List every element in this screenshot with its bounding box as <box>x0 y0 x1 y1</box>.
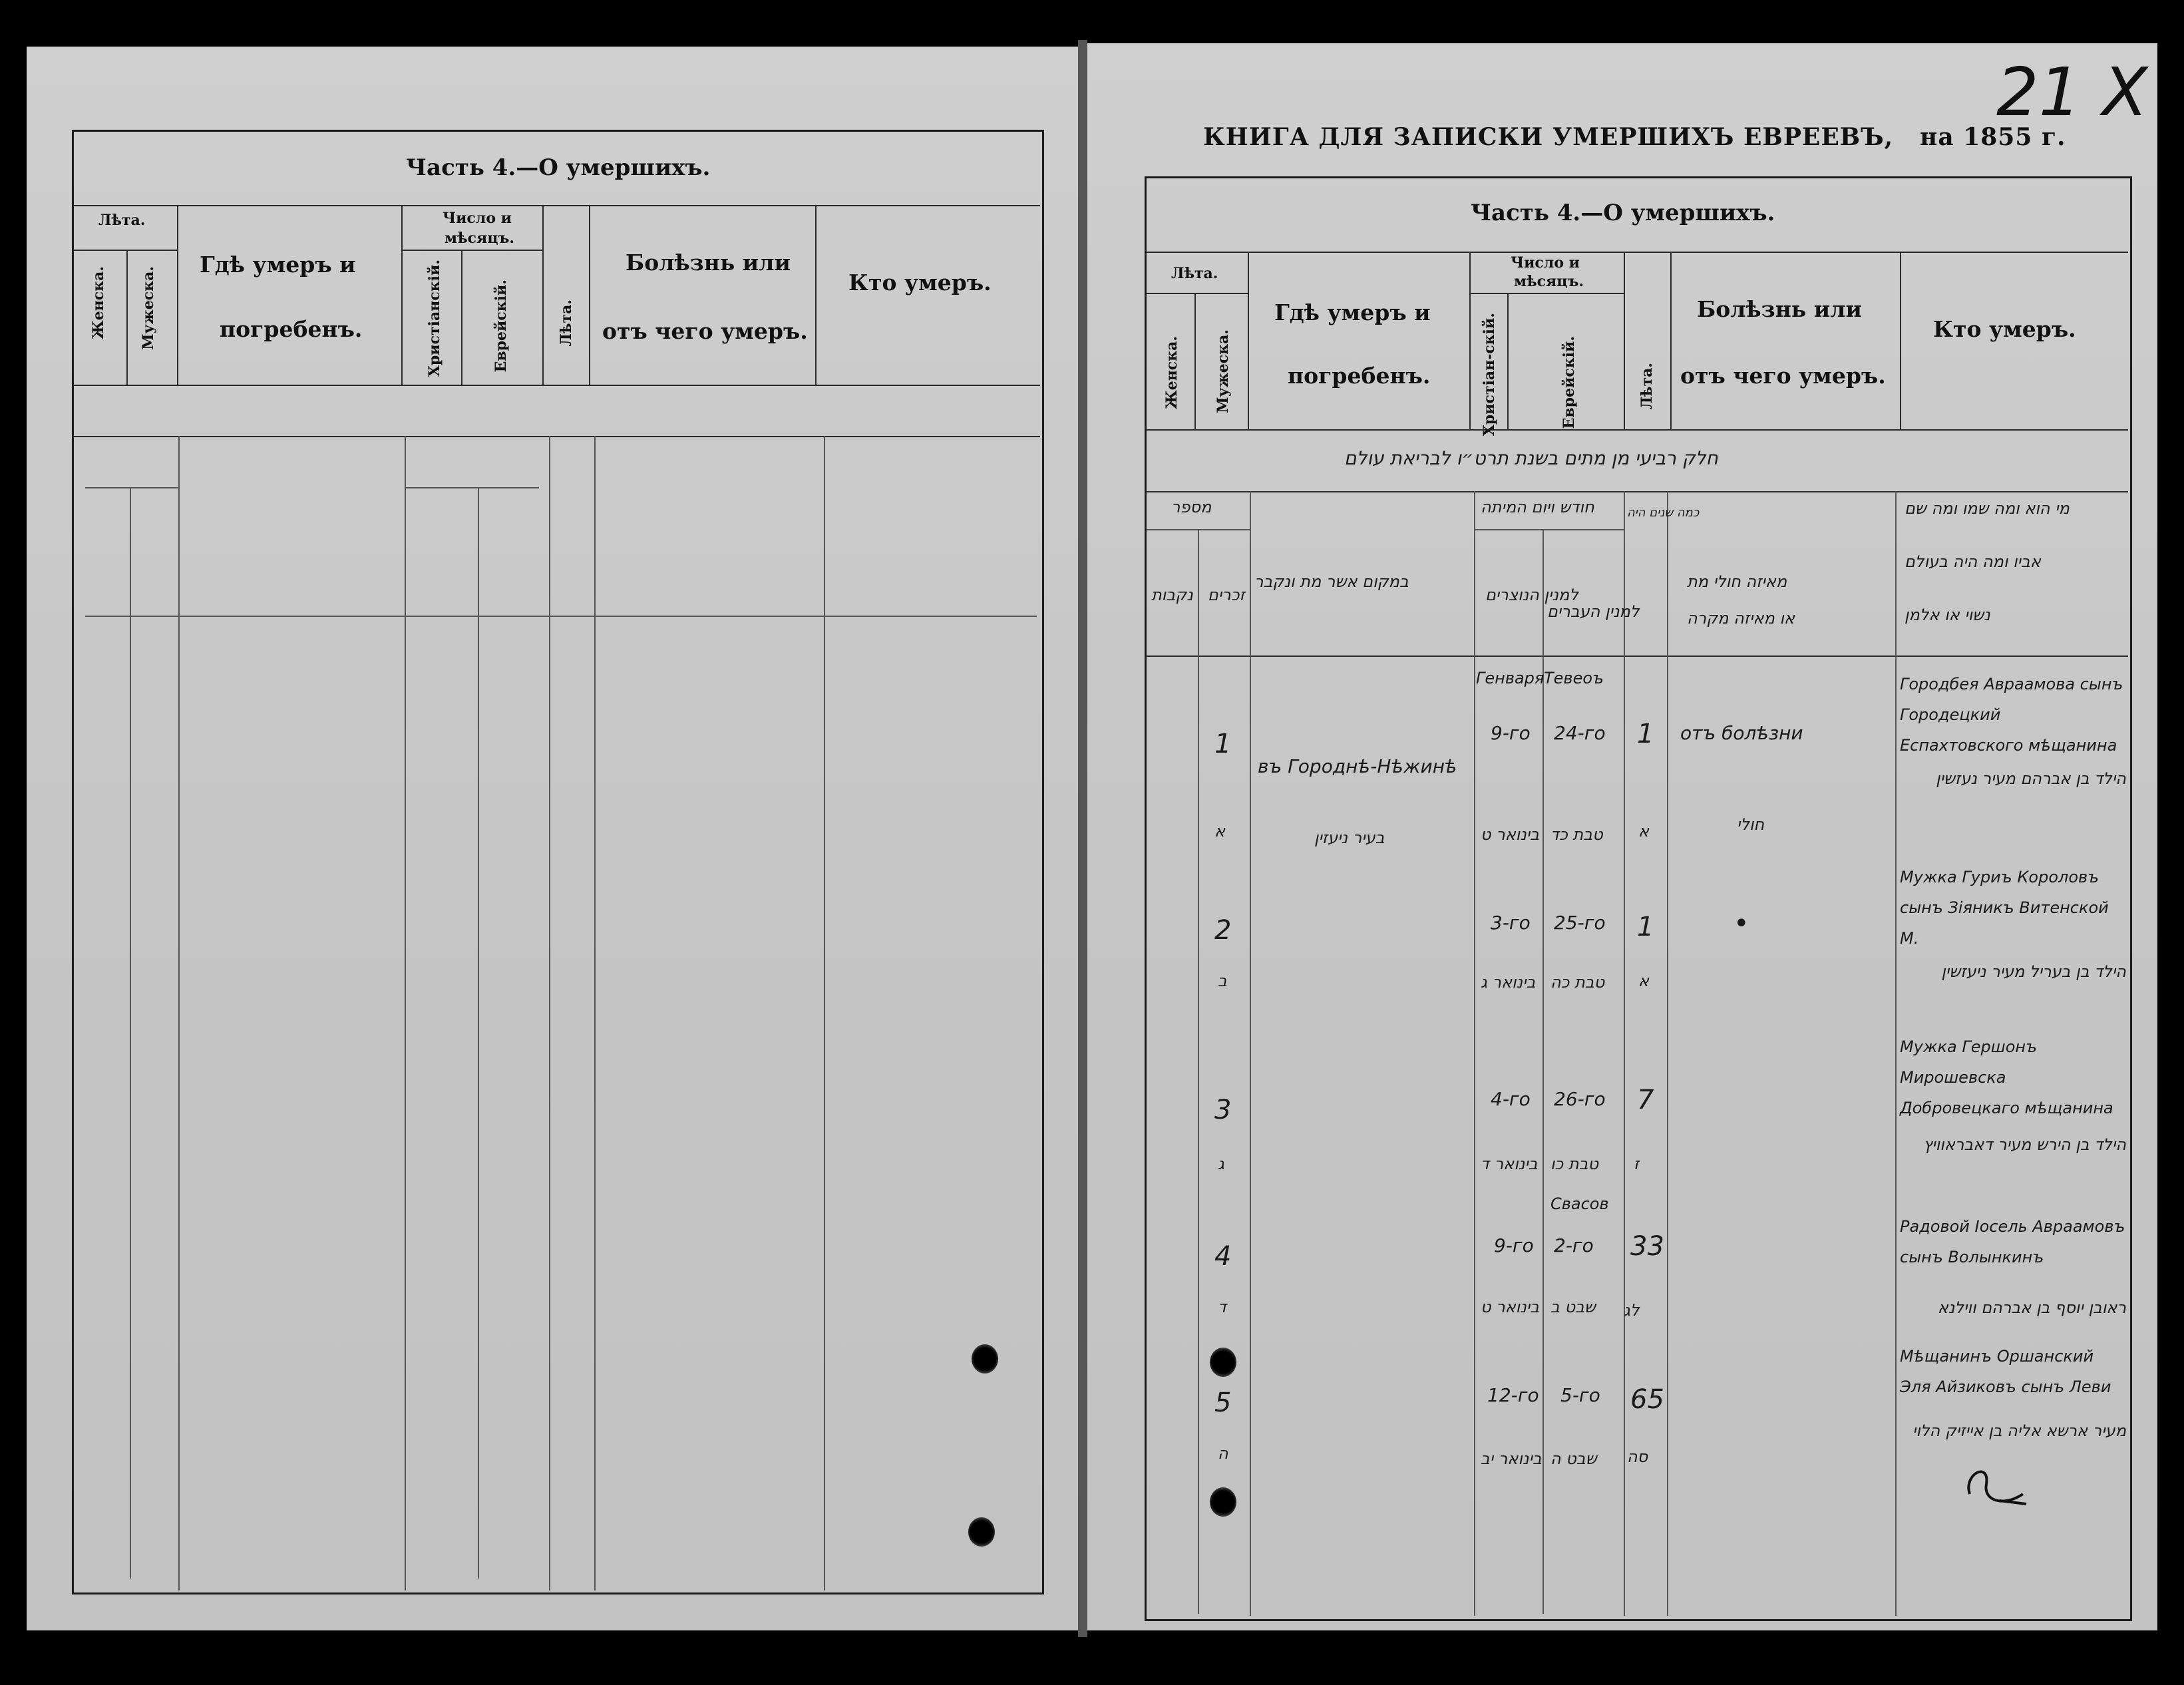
record-date-hebrew-jewish: שבט ה <box>1550 1449 1597 1468</box>
right-section-title: Часть 4.—О умершихъ. <box>1471 200 1775 226</box>
right-col-female: Женска. <box>1163 336 1181 410</box>
record-who: Мужка Гуриъ Короловъ сынъ Зіяникъ Витенской М. <box>1900 868 2109 948</box>
hebrew-male: זכרים <box>1208 586 1245 604</box>
record-age: 7 <box>1637 1085 1654 1115</box>
record-number-hebrew: ד <box>1218 1298 1227 1316</box>
hebrew-female: נקבות <box>1151 586 1193 604</box>
record-place-hebrew: בעיר ניעזין <box>1314 829 1385 847</box>
record-number: 3 <box>1214 1095 1232 1125</box>
record-age: 1 <box>1637 719 1654 749</box>
record-day-christian: 4-го <box>1491 1088 1531 1110</box>
right-col-place-line2: погребенъ. <box>1288 363 1431 389</box>
right-col-illness-line2: отъ чего умеръ. <box>1680 363 1886 389</box>
record-illness: отъ болѣзни <box>1680 722 1803 744</box>
right-col-age-group: Лѣта. <box>1171 265 1218 282</box>
left-section-title: Часть 4.—О умершихъ. <box>406 154 711 181</box>
record-month-jewish: Свасов <box>1550 1195 1609 1213</box>
record-date-hebrew-christian: בינואר ד <box>1481 1155 1538 1173</box>
left-col-illness-line2: отъ чего умеръ. <box>602 318 808 344</box>
record-date-hebrew-christian: בינואר ט <box>1481 1298 1540 1316</box>
record-day-jewish: 25-го <box>1554 912 1606 934</box>
record-number-hebrew: א <box>1214 822 1226 841</box>
right-col-christian: Христiан-скiй. <box>1481 313 1498 437</box>
record-day-jewish: 26-го <box>1554 1088 1606 1110</box>
record-illness: • <box>1733 908 1749 939</box>
record-age-hebrew: ז <box>1634 1155 1640 1173</box>
hebrew-jewish: למנין העברים <box>1547 602 1640 621</box>
record-date-hebrew-christian: בינואר יב <box>1481 1449 1542 1468</box>
record-day-christian: 9-го <box>1491 722 1531 744</box>
binding-hole <box>1210 1348 1236 1377</box>
hebrew-who-line2: אביו ומה היה בעולם <box>1905 552 2041 571</box>
right-col-years: Лѣта. <box>1638 363 1656 410</box>
hebrew-banner: חלק רביעי מן מתים בשנת תרט״ו לבריאת עולם <box>1344 447 1718 469</box>
hebrew-illness-line2: או מאיזה מקרה <box>1687 609 1795 628</box>
book-spine <box>1078 40 1087 1637</box>
record-who-hebrew: מעיר ארשא אליה בן אייזיק הלוי <box>1912 1421 2126 1440</box>
left-col-place-line1: Гдѣ умеръ и <box>200 252 356 278</box>
record-who-hebrew: הילד בן בעריל מעיר ניעזשין <box>1941 962 2126 981</box>
left-col-female: Женска. <box>90 266 107 340</box>
record-day-christian: 9-го <box>1494 1234 1534 1256</box>
record-who: Мѣщанинъ Оршанский Эля Айзиковъ сынъ Леви <box>1900 1347 2111 1396</box>
record-number-hebrew: ה <box>1218 1444 1228 1463</box>
binding-hole <box>1210 1487 1236 1517</box>
record-number-hebrew: ג <box>1218 1155 1224 1173</box>
record-age-hebrew: א <box>1638 972 1650 990</box>
left-col-male: Мужеска. <box>140 266 157 350</box>
hebrew-place: במקום אשר מת ונקבר <box>1254 572 1409 591</box>
record-month-christian: Генваря <box>1476 669 1545 687</box>
record-number: 1 <box>1214 729 1232 759</box>
left-col-illness-line1: Болѣзнь или <box>626 250 791 276</box>
right-col-jewish: Еврейскiй. <box>1560 336 1578 429</box>
record-month-jewish: Тевеоъ <box>1544 669 1604 687</box>
record-day-jewish: 5-го <box>1560 1384 1600 1406</box>
right-col-date-line1: Число и <box>1511 254 1580 272</box>
record-who: Радовой Іосель Авраамовъ сынъ Волынкинъ <box>1900 1217 2125 1266</box>
record-date-hebrew-jewish: טבת כה <box>1550 973 1605 992</box>
right-col-illness-line1: Болѣзнь или <box>1697 296 1862 322</box>
right-col-who: Кто умеръ. <box>1933 316 2076 342</box>
record-age: 33 <box>1630 1231 1664 1262</box>
hebrew-who-line3: נשוי או אלמן <box>1905 606 1990 624</box>
record-date-hebrew-christian: בינואר ט <box>1481 825 1540 844</box>
book-title: КНИГА ДЛЯ ЗАПИСКИ УМЕРШИХЪ ЕВРЕЕВЪ, <box>1203 123 1894 151</box>
left-col-date-line2: мѣсяцъ. <box>445 230 515 247</box>
record-illness-hebrew: חולי <box>1737 815 1765 834</box>
hebrew-years: כמה שנים היה <box>1627 506 1700 520</box>
record-age: 65 <box>1630 1384 1664 1415</box>
record-who: Городбея Авраамова сынъ Городецкий Еспахтовского мѣщанина <box>1900 675 2123 755</box>
record-date-hebrew-jewish: טבת כו <box>1550 1155 1599 1173</box>
record-date-hebrew-jewish: שבט ב <box>1550 1298 1596 1316</box>
record-number-hebrew: ב <box>1218 972 1227 990</box>
binding-hole <box>972 1344 998 1374</box>
record-day-jewish: 24-го <box>1554 722 1606 744</box>
left-col-jewish: Еврейскiй. <box>492 280 510 373</box>
record-date-hebrew-christian: בינואר ג <box>1481 973 1536 992</box>
hebrew-number: מספר <box>1171 498 1212 516</box>
left-col-place-line2: погребенъ. <box>220 316 363 342</box>
left-col-age-group: Лѣта. <box>98 212 146 229</box>
record-day-christian: 12-го <box>1487 1384 1539 1406</box>
binding-hole <box>968 1517 995 1547</box>
record-who-hebrew: ראובן יוסף בן אברהם ווילנא <box>1937 1298 2126 1317</box>
archive-stamp-number: 21 X <box>1996 53 2148 131</box>
record-who-hebrew: הילד בן אברהם מעיר נעזשין <box>1936 769 2126 788</box>
record-number: 5 <box>1214 1388 1232 1418</box>
hebrew-date-group: חודש ויום המיתה <box>1481 498 1594 516</box>
left-col-date-line1: Число и <box>443 210 512 227</box>
record-age-hebrew: סה <box>1627 1447 1648 1466</box>
hebrew-illness-line1: מאיזה חולי מת <box>1687 572 1787 591</box>
right-col-place-line1: Гдѣ умеръ и <box>1274 299 1431 325</box>
left-col-christian: Христiанскiй. <box>426 260 443 377</box>
right-col-date-line2: мѣсяцъ. <box>1514 273 1584 290</box>
record-number: 2 <box>1214 915 1232 946</box>
hebrew-christian: למנין הנוצרים <box>1485 586 1578 604</box>
record-age: 1 <box>1637 912 1654 942</box>
book-year: на 1855 г. <box>1920 123 2066 151</box>
record-day-christian: 3-го <box>1491 912 1531 934</box>
record-place: въ Городнѣ-Нѣжинѣ <box>1258 755 1457 777</box>
signature <box>1963 1454 2036 1514</box>
record-number: 4 <box>1214 1241 1232 1272</box>
left-col-who: Кто умеръ. <box>848 270 992 295</box>
left-col-years: Лѣта. <box>558 299 575 347</box>
record-age-hebrew: לג <box>1624 1301 1640 1320</box>
hebrew-who-line1: מי הוא ומה שמו ומה שם <box>1905 499 2070 518</box>
right-col-male: Мужеска. <box>1214 329 1232 413</box>
record-day-jewish: 2-го <box>1554 1234 1594 1256</box>
record-who-hebrew: הילד בן הירש מעיר דאבראוויץ <box>1923 1135 2126 1154</box>
record-date-hebrew-jewish: טבת כד <box>1550 825 1603 844</box>
record-who: Мужка Гершонъ Мирошевска Добровецкаго мѣщанина <box>1900 1037 2113 1117</box>
record-age-hebrew: א <box>1638 822 1650 841</box>
left-ledger-frame <box>72 130 1044 1594</box>
